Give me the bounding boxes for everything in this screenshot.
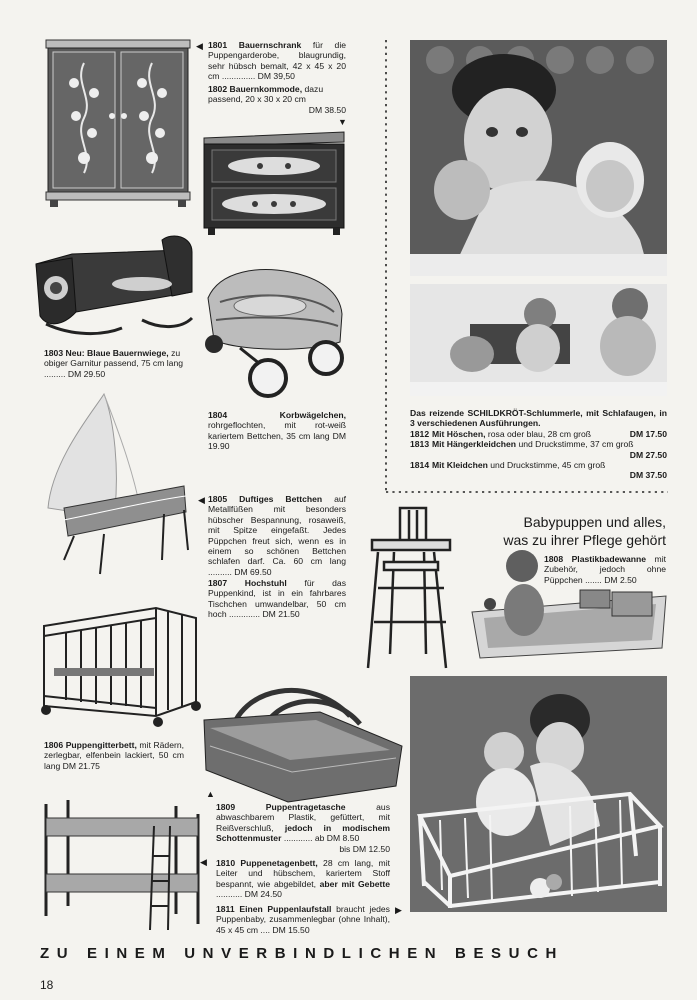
item-name: Mit Kleidchen bbox=[432, 460, 488, 471]
arrow-left-icon: ◀ bbox=[200, 857, 207, 867]
item-text: rosa oder blau, 28 cm groß bbox=[487, 428, 592, 439]
item-number: 1804 bbox=[208, 410, 228, 420]
item-text: und Druckstimme, 45 cm groß bbox=[490, 460, 606, 471]
item-number: 1812 bbox=[410, 428, 430, 439]
chest-image bbox=[200, 128, 348, 236]
caption-1802 bbox=[208, 84, 346, 115]
item-1812 bbox=[410, 429, 667, 439]
item-1814 bbox=[410, 460, 667, 470]
item-number: 1801 bbox=[208, 40, 228, 50]
item-number: 1805 bbox=[208, 494, 228, 504]
item-name: Puppenetagenbett, bbox=[240, 858, 318, 868]
item-name: Puppengitterbett, bbox=[65, 740, 137, 750]
item-number: 1806 bbox=[44, 740, 64, 750]
wardrobe-image bbox=[44, 38, 192, 208]
item-price: DM 17.50 bbox=[629, 428, 667, 439]
item-price: ........... DM 24.50 bbox=[216, 889, 282, 900]
arrow-down-icon: ▼ bbox=[338, 117, 347, 127]
caption-1807 bbox=[208, 578, 346, 620]
caption-1811 bbox=[216, 904, 390, 935]
canopy-bed-image bbox=[44, 390, 194, 582]
item-dots: ............ bbox=[283, 833, 313, 844]
item-text: auf Metallfüßen mit besonders hübscher Bespannung, rosaweiß, mit Spitze eingefaßt. Jedes Püppchen freut sich, wenn es in einem so schönen Bettchen schlafen darf. Ca. 60 cm lang .......... DM 69.50 bbox=[208, 494, 347, 577]
item-text: dazu passend, 20 x 30 x 20 cm bbox=[208, 84, 324, 105]
footer-slogan: ZU EINEM UNVERBINDLICHEN BESUCH bbox=[40, 945, 564, 962]
item-number: 1814 bbox=[410, 460, 430, 471]
item-highlight: jedoch in modischem Schottenmuster bbox=[216, 822, 390, 844]
section-heading bbox=[470, 513, 666, 549]
cradle-image bbox=[32, 232, 196, 342]
item-number: 1810 bbox=[216, 858, 236, 868]
item-1813 bbox=[410, 439, 667, 449]
crib-image bbox=[36, 596, 202, 736]
item-name: Korbwägelchen, bbox=[279, 410, 346, 420]
item-text: rohrgeflochten, mit rot-weiß kariertem Bettchen, 35 cm lang DM 19.90 bbox=[208, 420, 346, 452]
caption-1810 bbox=[216, 858, 390, 900]
item-number: 1807 bbox=[208, 578, 228, 588]
item-text: und Druckstimme, 37 cm groß bbox=[518, 439, 634, 450]
caption-1803 bbox=[44, 348, 184, 379]
item-price: ab DM 8.50 bbox=[314, 833, 360, 844]
item-number: 1809 bbox=[216, 802, 236, 812]
bunk-bed-image bbox=[38, 796, 204, 932]
item-text: mit Zubehör, jedoch ohne Püppchen ....... DM 2.50 bbox=[544, 554, 667, 585]
caption-1804 bbox=[208, 410, 346, 452]
item-number: 1808 bbox=[544, 554, 564, 564]
section-heading-line2: was zu ihrer Pflege gehört bbox=[503, 532, 666, 548]
item-number: 1802 bbox=[208, 84, 228, 94]
item-text: für die Puppengarderobe, blaugrundig, sehr hübsch bemalt, 42 x 45 x 20 cm .............. DM 39,50 bbox=[208, 40, 347, 82]
caption-1806 bbox=[44, 740, 184, 771]
item-price: DM 38.50 bbox=[308, 104, 346, 115]
caption-1808 bbox=[544, 554, 666, 585]
high-chair-image bbox=[364, 504, 458, 672]
caption-1809 bbox=[216, 802, 390, 854]
item-name: Neu: Blaue Bauernwiege, bbox=[65, 348, 169, 358]
carry-bag-image bbox=[200, 676, 404, 806]
arrow-right-icon: ▶ bbox=[395, 905, 402, 915]
schildkroet-intro-text: mit Schlafaugen, in 3 verschiedenen Ausführungen. bbox=[410, 408, 667, 429]
caption-schildkroet bbox=[410, 408, 667, 481]
item-text: mit Rädern, zerlegbar, elfenbein lackiert, 50 cm lang DM 21.75 bbox=[44, 740, 185, 771]
item-name: Bauernkommode, bbox=[229, 84, 303, 94]
section-heading-line1: Babypuppen und alles, bbox=[523, 514, 666, 530]
arrow-left-icon: ◀ bbox=[196, 41, 203, 51]
item-name: Puppentragetasche bbox=[265, 802, 346, 812]
item-name: Duftiges Bettchen bbox=[239, 494, 323, 504]
item-name: Mit Höschen, bbox=[432, 428, 486, 439]
item-name: Bauernschrank bbox=[238, 40, 302, 50]
arrow-left-icon: ◀ bbox=[198, 495, 205, 505]
playpen-photo bbox=[410, 676, 667, 912]
wicker-pram-image bbox=[200, 262, 350, 402]
item-number: 1811 bbox=[216, 904, 235, 914]
item-number: 1803 bbox=[44, 348, 64, 358]
item-price-max: bis DM 12.50 bbox=[339, 843, 390, 854]
item-price: DM 37.50 bbox=[629, 470, 667, 481]
item-text: aus abwaschbarem Plastik, gefüttert, mit Reißverschluß, bbox=[216, 802, 390, 833]
caption-1805 bbox=[208, 494, 346, 577]
schildkroet-intro-title: Das reizende SCHILDKRÖT-Schlummerle, bbox=[410, 408, 583, 418]
item-name: Mit Hängerkleidchen bbox=[432, 439, 517, 450]
item-text: zu obiger Garnitur passend, 75 cm lang ......... DM 29.50 bbox=[44, 348, 184, 379]
item-text: 28 cm lang, mit Leiter und hübschem, kariertem Stoff bespannt, wie abgebildet, bbox=[216, 858, 390, 889]
item-name: Plastikbadewanne bbox=[571, 554, 647, 564]
item-name: Hochstuhl bbox=[244, 578, 287, 588]
item-name: Einen Puppenlaufstall bbox=[239, 904, 332, 914]
page-number: 18 bbox=[40, 978, 54, 992]
item-price: DM 27.50 bbox=[629, 449, 667, 460]
arrow-up-icon: ▲ bbox=[206, 789, 215, 799]
item-text: braucht jedes Puppenbaby, zusammenlegbar (ohne Inhalt), 45 x 45 cm .... DM 15.50 bbox=[216, 904, 390, 935]
caption-1801 bbox=[208, 40, 346, 82]
item-highlight: aber mit Gebette bbox=[319, 878, 390, 889]
item-number: 1813 bbox=[410, 439, 430, 450]
item-text: für das Puppenkind, ist in ein fahrbares Tischchen umwandelbar, 50 cm hoch ............. DM 21.50 bbox=[208, 578, 346, 620]
